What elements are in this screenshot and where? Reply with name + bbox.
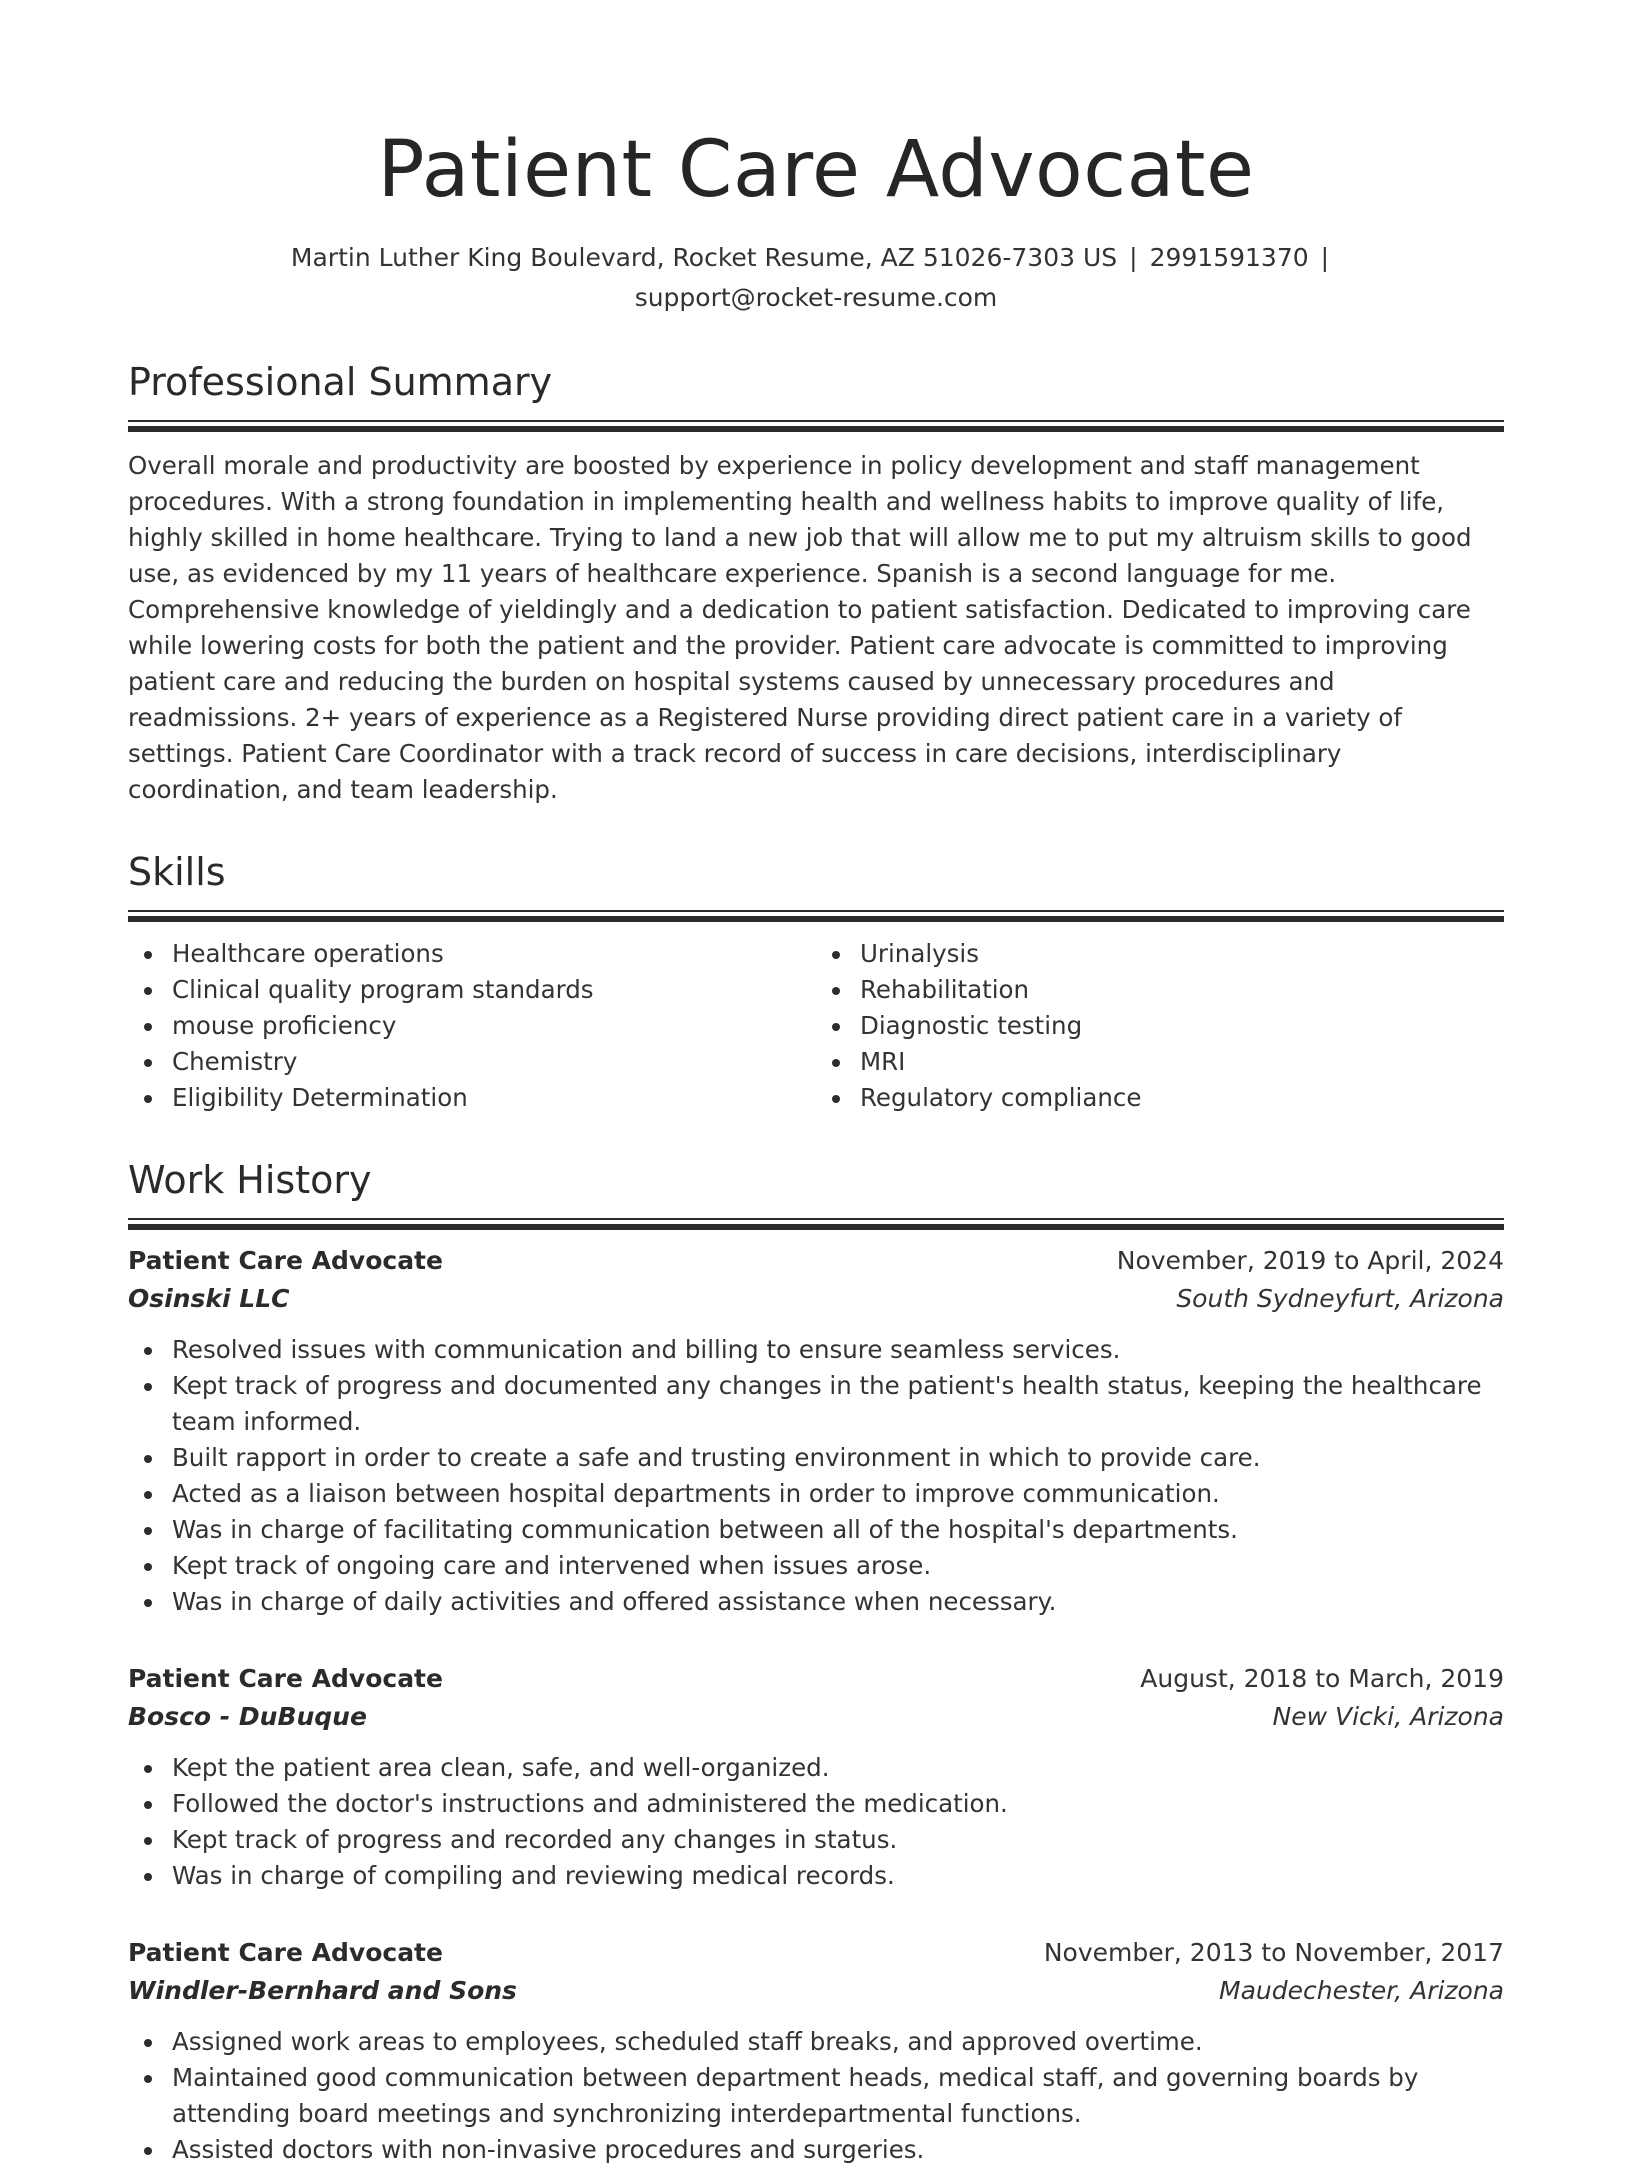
section-heading: Professional Summary xyxy=(128,360,553,404)
job-header xyxy=(128,1242,1504,1280)
job-bullet: Kept track of progress and recorded any changes in status. xyxy=(128,1822,1504,1858)
job-bullet: Was in charge of facilitating communication between all of the hospital's departments. xyxy=(128,1512,1504,1548)
skill-item: MRI xyxy=(816,1044,1504,1080)
job-location: South Sydneyfurt, Arizona xyxy=(1176,1284,1504,1313)
separator: | xyxy=(1129,243,1138,272)
job-entry xyxy=(128,1242,1504,1620)
job-bullet: Assigned work areas to employees, scheduled staff breaks, and approved overtime. xyxy=(128,2024,1504,2060)
section-divider xyxy=(128,420,1504,432)
job-company: Bosco - DuBuque xyxy=(128,1702,367,1731)
summary-text: Overall morale and productivity are boosted by experience in policy development and staff management procedures. With a strong foundation in implementing health and wellness habits to improve quality of life, highly skilled in home healthcare. Trying to land a new job that will allow me to put my altruism skills to good use, as evidenced by my 11 years of healthcare experience. Spanish is a second language for me. Comprehensive knowledge of yieldingly and a dedication to patient satisfaction. Dedicated to improving care while lowering costs for both the patient and the provider. Patient care advocate is committed to improving patient care and reducing the burden on hospital systems caused by unnecessary procedures and readmissions. 2+ years of experience as a Registered Nurse providing direct patient care in a variety of settings. Patient Care Coordinator with a track record of success in care decisions, interdisciplinary coordination, and team leadership. xyxy=(128,451,1472,804)
job-entry xyxy=(128,1660,1504,1894)
skill-item: Diagnostic testing xyxy=(816,1008,1504,1044)
job-header xyxy=(128,1934,1504,1972)
job-header xyxy=(128,1660,1504,1698)
job-subheader xyxy=(128,1972,1504,2010)
job-bullet: Maintained good communication between department heads, medical staff, and governing boards by attending board meetings and synchronizing interdepartmental functions. xyxy=(128,2060,1504,2132)
phone: 2991591370 xyxy=(1149,243,1309,272)
job-title: Patient Care Advocate xyxy=(128,1664,443,1693)
job-title: Patient Care Advocate xyxy=(128,1938,443,1967)
job-bullet: Was in charge of compiling and reviewing medical records. xyxy=(128,1858,1504,1894)
section-divider xyxy=(128,1218,1504,1230)
job-entry xyxy=(128,1934,1504,2168)
section-heading: Work History xyxy=(128,1158,372,1202)
skill-item: Regulatory compliance xyxy=(816,1080,1504,1116)
skills-column-right xyxy=(816,936,1504,1116)
summary-section xyxy=(128,358,1504,808)
contact-line xyxy=(128,238,1504,278)
skill-item: Chemistry xyxy=(128,1044,816,1080)
job-bullet: Acted as a liaison between hospital departments in order to improve communication. xyxy=(128,1476,1504,1512)
job-location: New Vicki, Arizona xyxy=(1272,1702,1504,1731)
job-bullet: Was in charge of daily activities and offered assistance when necessary. xyxy=(128,1584,1504,1620)
section-heading: Skills xyxy=(128,850,226,894)
job-company: Windler-Bernhard and Sons xyxy=(128,1976,517,2005)
skill-item: Eligibility Determination xyxy=(128,1080,816,1116)
job-dates: November, 2013 to November, 2017 xyxy=(1043,1938,1504,1967)
job-bullet: Followed the doctor's instructions and administered the medication. xyxy=(128,1786,1504,1822)
skill-item: Healthcare operations xyxy=(128,936,816,972)
job-bullet: Kept track of progress and documented any changes in the patient's health status, keeping the healthcare team informed. xyxy=(128,1368,1504,1440)
skills-section xyxy=(128,848,1504,1116)
contact-info xyxy=(128,238,1504,318)
resume-page xyxy=(128,0,1504,2168)
job-bullet: Kept the patient area clean, safe, and well-organized. xyxy=(128,1750,1504,1786)
page-title: Patient Care Advocate xyxy=(377,125,1255,215)
address: Martin Luther King Boulevard, Rocket Resume, AZ 51026-7303 US xyxy=(290,243,1118,272)
skill-item: Clinical quality program standards xyxy=(128,972,816,1008)
job-title: Patient Care Advocate xyxy=(128,1246,443,1275)
skills-column-left xyxy=(128,936,816,1116)
skills-list xyxy=(128,936,1504,1116)
job-company: Osinski LLC xyxy=(128,1284,290,1313)
job-bullets xyxy=(128,1332,1504,1620)
separator: | xyxy=(1320,243,1330,272)
job-location: Maudechester, Arizona xyxy=(1219,1976,1504,2005)
skill-item: mouse proficiency xyxy=(128,1008,816,1044)
email: support@rocket-resume.com xyxy=(634,283,998,312)
work-history-section xyxy=(128,1156,1504,2168)
job-bullet: Kept track of ongoing care and intervened when issues arose. xyxy=(128,1548,1504,1584)
job-dates: November, 2019 to April, 2024 xyxy=(1116,1246,1504,1275)
job-bullet: Resolved issues with communication and billing to ensure seamless services. xyxy=(128,1332,1504,1368)
job-bullet: Assisted doctors with non-invasive procedures and surgeries. xyxy=(128,2132,1504,2168)
skill-item: Rehabilitation xyxy=(816,972,1504,1008)
job-dates: August, 2018 to March, 2019 xyxy=(1140,1664,1504,1693)
job-subheader xyxy=(128,1698,1504,1736)
job-subheader xyxy=(128,1280,1504,1318)
job-bullets xyxy=(128,1750,1504,1894)
section-divider xyxy=(128,910,1504,922)
skill-item: Urinalysis xyxy=(816,936,1504,972)
job-bullet: Built rapport in order to create a safe and trusting environment in which to provide care. xyxy=(128,1440,1504,1476)
job-bullets xyxy=(128,2024,1504,2168)
